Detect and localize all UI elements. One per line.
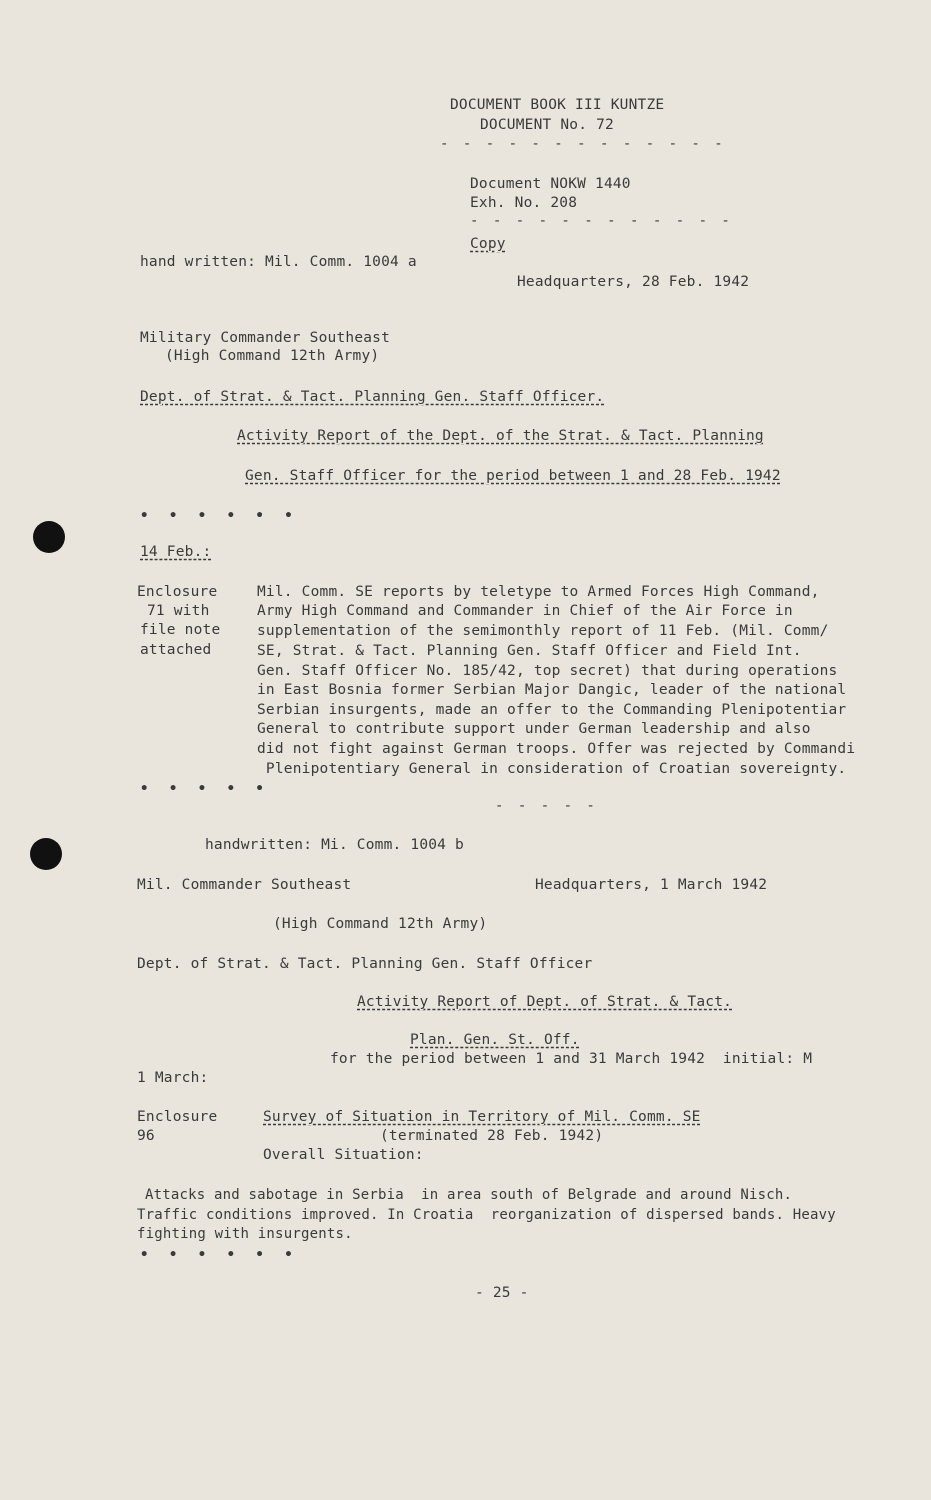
sender-line-1b: Mil. Commander Southeast — [137, 877, 352, 893]
document-book-label: DOCUMENT BOOK III KUNTZE — [450, 97, 665, 113]
survey-subtitle: (terminated 28 Feb. 1942) — [380, 1128, 604, 1144]
copy-label: Copy — [470, 236, 506, 252]
body-line: Serbian insurgents, made an offer to the Commanding Plenipotentiar — [257, 702, 847, 718]
enclosure-line: Enclosure — [137, 584, 218, 600]
section-rule: - - - - - — [495, 798, 598, 814]
enclosure-line: file note — [140, 622, 221, 638]
body-line: SE, Strat. & Tact. Planning Gen. Staff Officer and Field Int. — [257, 643, 802, 659]
report-title-line-1: Activity Report of the Dept. of the Strat. & Tact. Planning — [237, 428, 764, 444]
survey-title: Survey of Situation in Territory of Mil. Comm. SE — [263, 1109, 701, 1125]
enclosure-line: 71 with — [147, 603, 210, 619]
body-line: supplementation of the semimonthly report of 11 Feb. (Mil. Comm/ — [257, 623, 829, 639]
document-number: DOCUMENT No. 72 — [480, 117, 614, 133]
ellipsis-dots-3: • • • • • • — [140, 1247, 299, 1263]
enclosure-label-2: Enclosure — [137, 1109, 218, 1125]
punch-hole-top — [33, 521, 65, 553]
exhibit-separator: - - - - - - - - - - - - — [470, 213, 733, 229]
handwritten-note-2: handwritten: Mi. Comm. 1004 b — [205, 837, 464, 853]
body-line: Army High Command and Commander in Chief of the Air Force in — [257, 603, 793, 619]
body-line: Gen. Staff Officer No. 185/42, top secret) that during operations — [257, 663, 838, 679]
overall-situation-heading: Overall Situation: — [263, 1147, 424, 1163]
report-title-2-line-3: for the period between 1 and 31 March 1942 initial: M — [330, 1051, 813, 1067]
body-line: Mil. Comm. SE reports by teletype to Armed Forces High Command, — [257, 584, 820, 600]
enclosure-number-2: 96 — [137, 1128, 155, 1144]
entry-date-1-march: 1 March: — [137, 1070, 209, 1086]
report-title-2-line-2: Plan. Gen. St. Off. — [410, 1032, 580, 1048]
header-separator: - - - - - - - - - - - - - — [440, 136, 726, 152]
exhibit-number: Exh. No. 208 — [470, 195, 578, 211]
report-title-line-2: Gen. Staff Officer for the period between 1 and 28 Feb. 1942 — [245, 468, 781, 484]
headquarters-date-1: Headquarters, 28 Feb. 1942 — [517, 274, 750, 290]
punch-hole-bottom — [30, 838, 62, 870]
page-number: - 25 - — [475, 1285, 529, 1301]
body-line: General to contribute support under German leadership and also — [257, 721, 811, 737]
sender-line-2b: (High Command 12th Army) — [273, 916, 488, 932]
sender-line-2: (High Command 12th Army) — [165, 348, 380, 364]
ellipsis-dots-1: • • • • • • — [140, 508, 299, 524]
department-line-2: Dept. of Strat. & Tact. Planning Gen. Staff Officer — [137, 956, 593, 972]
body-line: did not fight against German troops. Offer was rejected by Commandi — [257, 741, 856, 757]
report-title-2-line-1: Activity Report of Dept. of Strat. & Tact. — [357, 994, 733, 1010]
ellipsis-dots-2: • • • • • — [140, 781, 270, 797]
sender-line-1: Military Commander Southeast — [140, 330, 391, 346]
body-line: Plenipotentiary General in consideration of Croatian sovereignty. — [257, 761, 847, 777]
enclosure-line: attached — [140, 642, 212, 658]
body-line: Traffic conditions improved. In Croatia reorganization of dispersed bands. Heavy — [137, 1207, 836, 1223]
department-line: Dept. of Strat. & Tact. Planning Gen. Staff Officer. — [140, 389, 605, 405]
nokw-number: Document NOKW 1440 — [470, 176, 631, 192]
handwritten-note-1: hand written: Mil. Comm. 1004 a — [140, 254, 417, 270]
body-line: Attacks and sabotage in Serbia in area south of Belgrade and around Nisch. — [145, 1187, 793, 1203]
body-line: in East Bosnia former Serbian Major Dangic, leader of the national — [257, 682, 847, 698]
body-line: fighting with insurgents. — [137, 1226, 353, 1242]
entry-date-14-feb: 14 Feb.: — [140, 544, 212, 560]
headquarters-date-2: Headquarters, 1 March 1942 — [535, 877, 768, 893]
